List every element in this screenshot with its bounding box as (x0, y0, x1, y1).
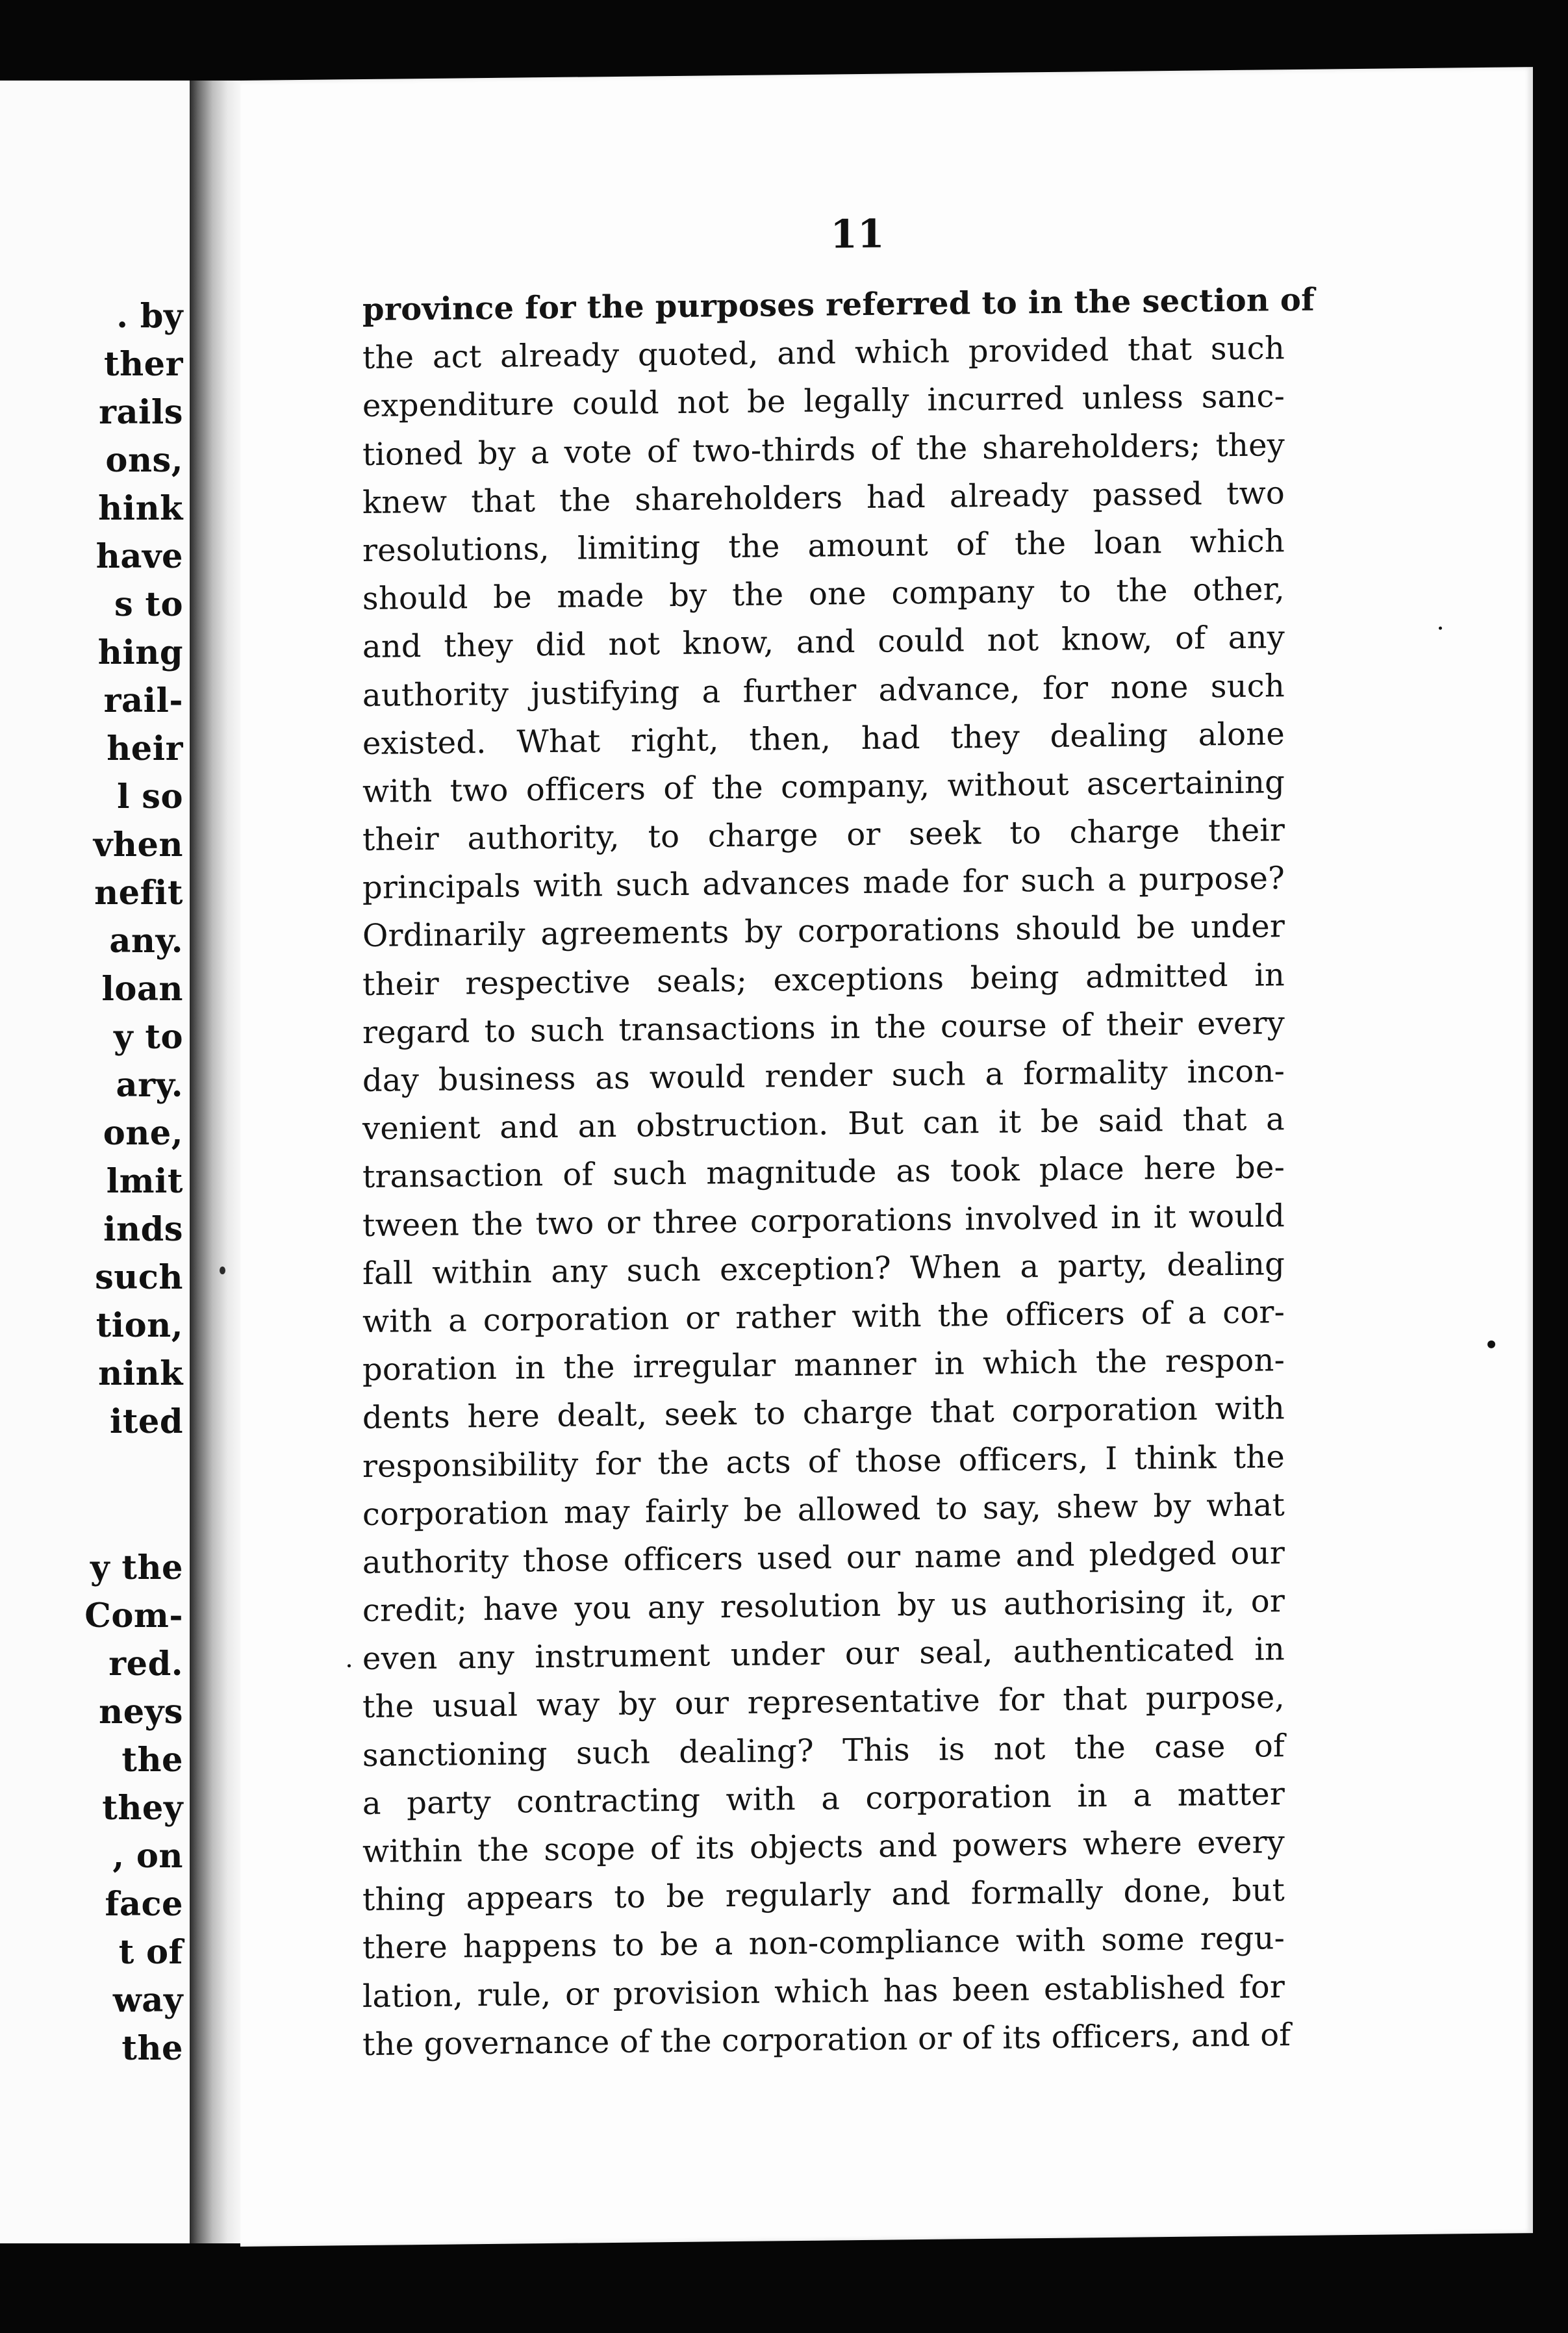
text-line: credit; have you any resolution by us authorising it, or (362, 1583, 1285, 1630)
text-line: authority those officers used our name and pledged our (362, 1535, 1285, 1581)
text-line: day business as would render such a formality incon- (362, 1053, 1285, 1100)
left-page-line: way (112, 1981, 183, 2020)
left-page-line: tion, (95, 1306, 183, 1345)
left-page-line: nink (98, 1354, 183, 1393)
left-page-fragment (0, 81, 191, 2243)
left-page-line: rails (99, 393, 183, 432)
left-page-line: red. (108, 1645, 183, 1684)
text-line: dents here dealt, seek to charge that corporation with (362, 1390, 1285, 1437)
body-text (362, 276, 1315, 2069)
text-line: the usual way by our representative for that purpose, (362, 1679, 1285, 1726)
left-page-line: loan (101, 970, 183, 1009)
text-line: within the scope of its objects and powers where every (362, 1824, 1285, 1871)
left-page-line: the (121, 1741, 183, 1780)
left-page-line: ons, (105, 441, 183, 480)
text-line: the governance of the corporation or of its officers, and of (362, 2016, 1291, 2063)
text-line: principals with such advances made for such a purpose? (362, 860, 1285, 907)
text-line: with a corporation or rather with the officers of a cor- (362, 1294, 1285, 1340)
text-line: transaction of such magnitude as took place here be- (362, 1149, 1285, 1196)
left-page-line: they (102, 1789, 183, 1828)
left-page-line: y to (114, 1018, 183, 1057)
left-page-line: any. (109, 922, 183, 961)
ink-speck (1439, 627, 1442, 630)
text-line: a party contracting with a corporation in a matter (362, 1775, 1285, 1822)
left-page-line: s to (114, 585, 183, 624)
left-page-line: vhen (93, 826, 183, 864)
left-page-line: y the (90, 1548, 183, 1587)
text-line: tween the two or three corporations involved in it would (362, 1197, 1285, 1244)
text-line: venient and an obstruction. But can it be said that a (362, 1101, 1285, 1148)
text-line: province for the purposes referred to in the section of (362, 281, 1315, 329)
left-page-line: lmit (106, 1162, 183, 1201)
left-page-line: nefit (94, 874, 183, 913)
text-line: with two officers of the company, without ascertaining (362, 764, 1285, 810)
text-line: sanctioning such dealing? This is not the case of (362, 1727, 1285, 1774)
left-page-line: heir (107, 729, 183, 768)
text-line: existed. What right, then, had they dealing alone (362, 715, 1285, 762)
left-page-line: Com- (84, 1596, 183, 1635)
text-line: thing appears to be regularly and formally done, but (362, 1872, 1285, 1919)
left-page-line: l so (117, 777, 183, 816)
text-line: Ordinarily agreements by corporations should be under (362, 908, 1285, 955)
left-page-line: inds (103, 1210, 183, 1249)
left-page-line: one, (103, 1114, 183, 1153)
left-page-line: neys (99, 1693, 183, 1732)
text-line: regard to such transactions in the course of their every (362, 1004, 1285, 1051)
text-line: corporation may fairly be allowed to say, shew by what (362, 1486, 1285, 1533)
left-page-line: such (95, 1258, 183, 1297)
ink-speck (348, 1664, 351, 1667)
left-page-line: . by (116, 297, 183, 336)
left-page-line: , on (112, 1837, 183, 1876)
text-line: their respective seals; exceptions being admitted in (362, 956, 1285, 1003)
left-page-line: hink (98, 489, 183, 528)
binding-gutter (190, 81, 240, 2243)
text-line: lation, rule, or provision which has been established for (362, 1968, 1285, 2015)
left-page-line: the (121, 2029, 183, 2068)
left-page-line: ited (109, 1402, 183, 1441)
text-line: the act already quoted, and which provided that such (362, 330, 1285, 377)
text-line: tioned by a vote of two-thirds of the shareholders; they (362, 426, 1285, 473)
text-line: poration in the irregular manner in which the respon- (362, 1342, 1285, 1389)
right-page (240, 67, 1533, 2247)
text-line: and they did not know, and could not know, of any (362, 619, 1285, 666)
left-page-line: ther (104, 345, 183, 384)
left-page-line: t of (118, 1933, 183, 1972)
text-line: knew that the shareholders had already passed two (362, 474, 1285, 521)
text-line: authority justifying a further advance, for none such (362, 667, 1285, 714)
text-line: their authority, to charge or seek to charge their (362, 812, 1285, 859)
left-page-line: have (95, 537, 183, 576)
left-page-line: hing (97, 633, 183, 672)
text-line: expenditure could not be legally incurred unless sanc- (362, 378, 1285, 425)
text-line: resolutions, limiting the amount of the loan which (362, 523, 1285, 569)
text-line: even any instrument under our seal, authenticated in (362, 1631, 1285, 1678)
text-line: fall within any such exception? When a party, dealing (362, 1245, 1285, 1292)
text-line: there happens to be a non-compliance with some regu- (362, 1920, 1285, 1967)
ink-speck (220, 1267, 225, 1274)
left-page-line: ary. (116, 1066, 183, 1105)
page-number: 11 (830, 211, 885, 258)
text-line: responsibility for the acts of those officers, I think the (362, 1438, 1285, 1485)
left-page-line: rail- (103, 681, 183, 720)
ink-speck (1487, 1341, 1495, 1348)
text-line: should be made by the one company to the other, (362, 571, 1285, 618)
left-page-line: face (105, 1885, 183, 1924)
